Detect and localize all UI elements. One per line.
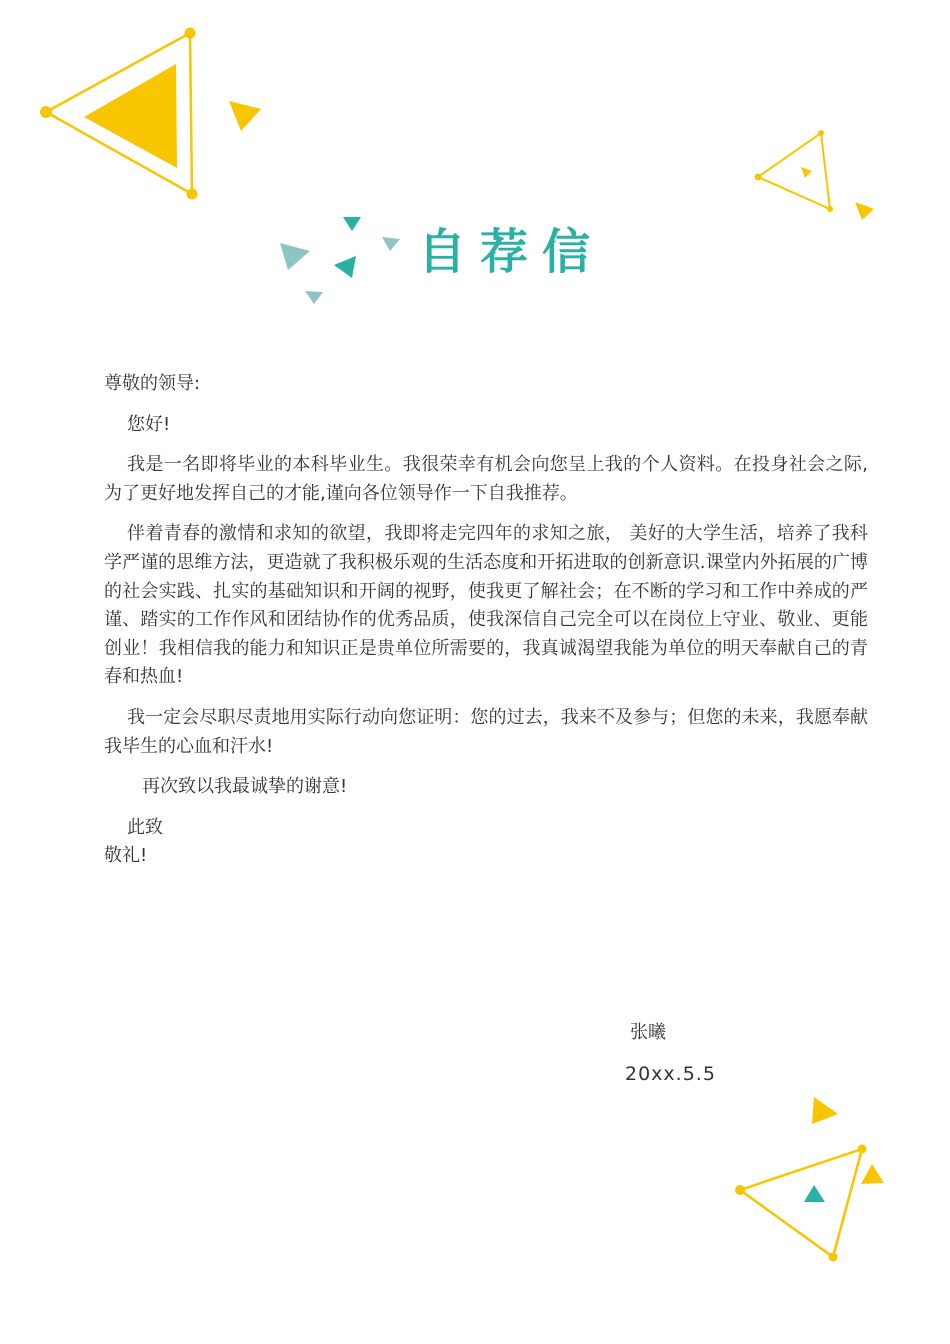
bottom-right-triangle-icon bbox=[735, 1145, 867, 1262]
teal-triangle-icon bbox=[343, 217, 361, 231]
salutation: 尊敬的领导: bbox=[104, 373, 201, 394]
greeting: 您好! bbox=[127, 413, 171, 435]
paragraph-commitment: 我一定会尽职尽责地用实际行动向您证明：您的过去，我来不及参与；但您的未来，我愿奉献我毕生的心血和汗水! bbox=[104, 706, 868, 757]
teal-triangle-icon bbox=[334, 256, 356, 278]
page-title: 自荐信 bbox=[418, 224, 605, 280]
top-left-triangle-icon bbox=[40, 28, 198, 200]
paragraph-experience: 伴着青春的激情和求知的欲望，我即将走完四年的求知之旅， 美好的大学生活，培养了我科学严谨的思维方法，更造就了我积极乐观的生活态度和开拓进取的创新意识.课堂内外拓展的广博的社会实践、扎实的基础知识和开阔的视野，使我更了解社会；在不断的学习和工作中养成的严谨、踏实的工作作风和团结协作的优秀品质，使我深信自己完全可以在岗位上守业、敬业、更能创业！我相信我的能力和知识正是贵单位所需要的，我真诚渴望我能为单位的明天奉献自己的青春和热血! bbox=[104, 523, 868, 688]
teal-light-triangle-icon bbox=[280, 243, 310, 270]
closing-line-1: 此致 bbox=[127, 816, 163, 838]
letter-body bbox=[104, 370, 868, 871]
paragraph-intro: 我是一名即将毕业的本科毕业生。我很荣幸有机会向您呈上我的个人资料。在投身社会之际,为了更好地发挥自己的才能,谨向各位领导作一下自我推荐。 bbox=[104, 454, 868, 504]
yellow-triangle-icon bbox=[855, 202, 874, 220]
top-right-triangle-icon bbox=[755, 130, 834, 212]
yellow-triangle-icon bbox=[229, 101, 261, 131]
signature-date: 20xx.5.5 bbox=[625, 1063, 716, 1085]
teal-light-triangle-icon bbox=[305, 291, 323, 304]
thanks-line: 再次致以我最诚挚的谢意! bbox=[142, 776, 348, 798]
closing-line-2: 敬礼! bbox=[104, 845, 148, 867]
yellow-triangle-icon bbox=[812, 1097, 838, 1124]
yellow-triangle-icon bbox=[861, 1164, 884, 1184]
teal-light-triangle-icon bbox=[382, 237, 400, 251]
signature-name: 张曦 bbox=[630, 1022, 666, 1043]
